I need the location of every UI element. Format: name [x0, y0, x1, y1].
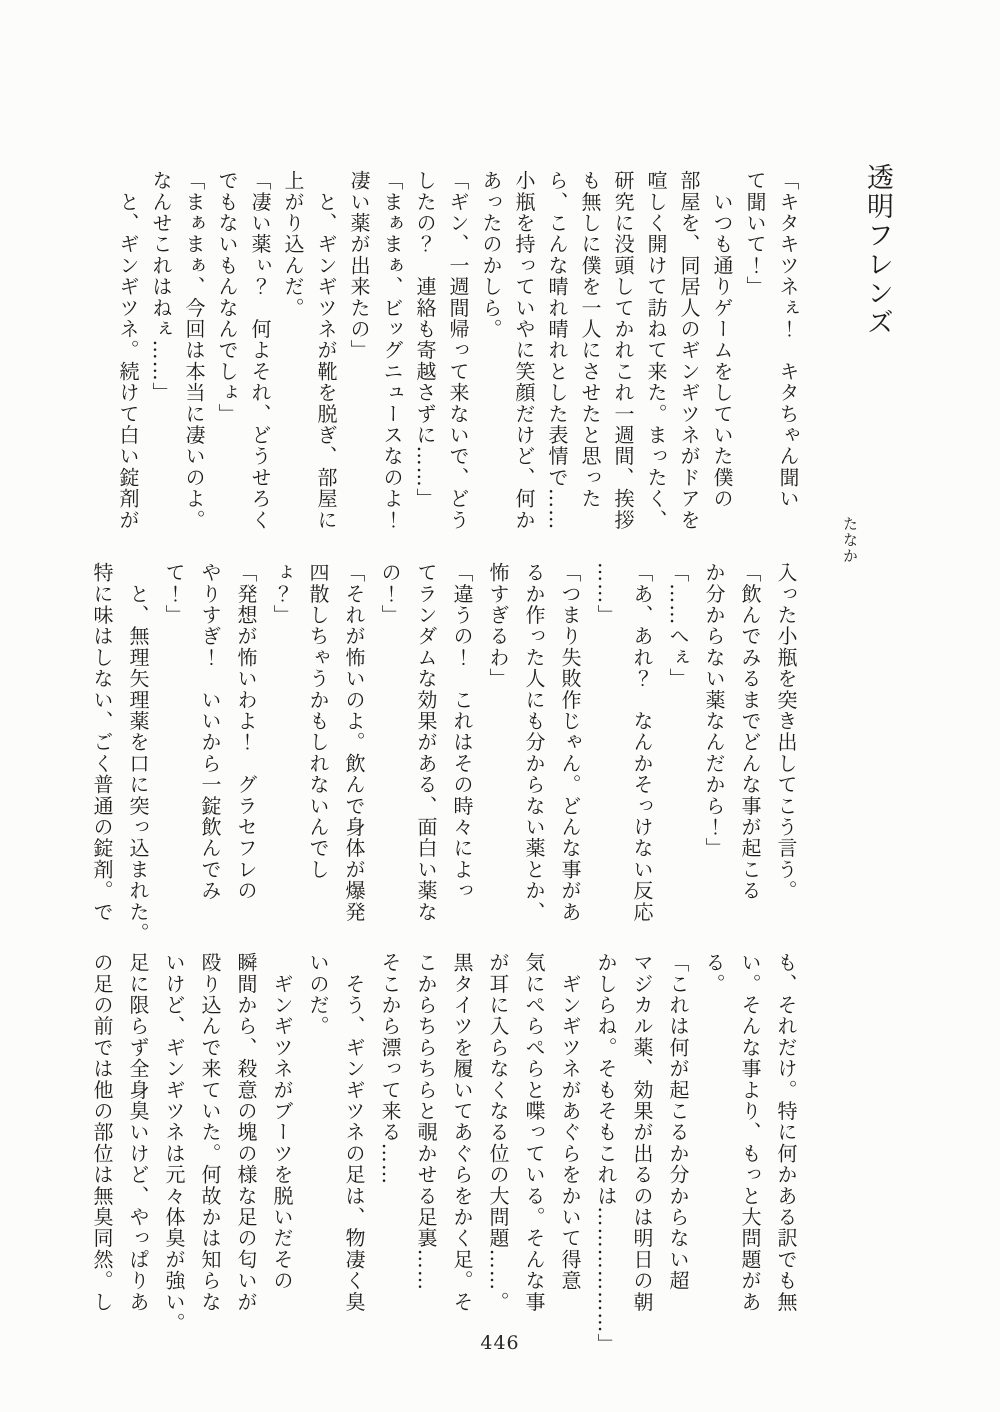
text-column: 「キタキツネぇ！ キタちゃん聞い — [776, 170, 800, 510]
text-column: ら、こんな晴れ晴れとした表情で…… — [545, 170, 569, 531]
text-column: の！」 — [378, 562, 402, 626]
text-column: ……」 — [594, 562, 618, 626]
text-column: 「……へぇ」 — [666, 562, 690, 690]
text-column: そこから漂って来る…… — [378, 952, 402, 1186]
text-column: 研究に没頭してかれこれ一週間、挨拶 — [611, 170, 635, 531]
text-column: 四散しちゃうかもしれないんでし — [306, 562, 330, 880]
text-column: て！」 — [162, 562, 186, 626]
text-column: る。 — [702, 952, 726, 995]
text-column: あったのかしら。 — [479, 170, 503, 340]
text-column: と、ギンギツネ。続けて白い錠剤が — [116, 170, 140, 531]
text-column: かしらね。そもそもこれは………………」 — [594, 952, 618, 1355]
text-column: も、それだけ。特に何かある訳でも無 — [774, 952, 798, 1313]
text-column: 「飲んでみるまでどんな事が起こる — [738, 562, 762, 902]
text-column: 「発想が怖いわよ！ グラセフレの — [234, 562, 258, 902]
text-column: 「ギン、一週間帰って来ないで、どう — [446, 170, 470, 531]
text-column: 「それが怖いのよ。飲んで身体が爆発 — [342, 562, 366, 923]
text-column: か分からない薬なんだから！」 — [702, 562, 726, 859]
text-column: てランダムな効果がある、面白い薬な — [414, 562, 438, 923]
text-column: 怖すぎるわ」 — [486, 562, 510, 690]
text-column: 「つまり失敗作じゃん。どんな事があ — [558, 562, 582, 923]
text-column: 黒タイツを履いてあぐらをかく足。そ — [450, 952, 474, 1313]
text-column: も無しに僕を一人にさせたと思った — [578, 170, 602, 510]
text-column: いけど、ギンギツネは元々体臭が強い。 — [162, 952, 186, 1334]
text-column: 凄い薬が出来たの」 — [347, 170, 371, 361]
text-column: 「凄い薬ぃ？ 何よそれ、どうせろく — [248, 170, 272, 531]
text-column: て聞いて！」 — [743, 170, 767, 298]
text-column: 瞬間から、殺意の塊の様な足の匂いが — [234, 952, 258, 1313]
text-column: マジカル薬、効果が出るのは明日の朝 — [630, 952, 654, 1313]
text-column: 「あ、あれ？ なんかそっけない反応 — [630, 562, 654, 923]
text-column: なんせこれはねぇ……」 — [149, 170, 173, 404]
text-column: と、ギンギツネが靴を脱ぎ、部屋に — [314, 170, 338, 531]
text-band-top — [111, 170, 804, 530]
text-column: やりすぎ！ いいから一錠飲んでみ — [198, 562, 222, 902]
text-column: 特に味はしない、ごく普通の錠剤。で — [90, 562, 114, 923]
text-column: 気にぺらぺらと喋っている。そんな事 — [522, 952, 546, 1313]
text-column: ギンギツネがあぐらをかいて得意 — [558, 952, 582, 1292]
text-column: 殴り込んで来ていた。何故かは知らな — [198, 952, 222, 1313]
text-column: ょ？」 — [270, 562, 294, 626]
author-name: たなか — [841, 516, 859, 564]
text-column: こからちらちらと覗かせる足裏…… — [414, 952, 438, 1292]
story-title: 透明フレンズ — [862, 163, 893, 337]
text-column: 「まぁまぁ、ビッグニュースなのよ！ — [380, 170, 404, 531]
page-number: 446 — [480, 1332, 520, 1354]
text-column: いつも通りゲームをしていた僕の — [710, 170, 734, 510]
text-column: い。そんな事より、もっと大問題があ — [738, 952, 762, 1313]
text-column: 上がり込んだ。 — [281, 170, 305, 319]
text-column: 部屋を、同居人のギンギツネがドアを — [677, 170, 701, 531]
text-column: 足に限らず全身臭いけど、やっぱりあ — [126, 952, 150, 1313]
text-column: が耳に入らなくなる位の大問題……。 — [486, 952, 510, 1313]
text-column: 小瓶を持っていやに笑顔だけど、何か — [512, 170, 536, 531]
text-column: 「これは何が起こるか分からない超 — [666, 952, 690, 1292]
text-column: いのだ。 — [306, 952, 330, 1037]
text-column: 喧しく開けて訪ねて来た。まったく、 — [644, 170, 668, 531]
text-band-middle — [84, 562, 804, 944]
text-column: 「違うの！ これはその時々によっ — [450, 562, 474, 902]
text-column: したの？ 連絡も寄越さずに……」 — [413, 170, 437, 510]
text-column: 入った小瓶を突き出してこう言う。 — [774, 562, 798, 902]
text-column: と、無理矢理薬を口に突っ込まれた。 — [126, 562, 150, 944]
text-column: でもないもんなんでしょ」 — [215, 170, 239, 425]
text-column: るか作った人にも分からない薬とか、 — [522, 562, 546, 923]
text-band-bottom — [84, 952, 804, 1355]
text-column: そう、ギンギツネの足は、物凄く臭 — [342, 952, 366, 1313]
text-column: ギンギツネがブーツを脱いだその — [270, 952, 294, 1292]
text-column: 「まぁまぁ、今回は本当に凄いのよ。 — [182, 170, 206, 531]
text-column: の足の前では他の部位は無臭同然。し — [90, 952, 114, 1313]
